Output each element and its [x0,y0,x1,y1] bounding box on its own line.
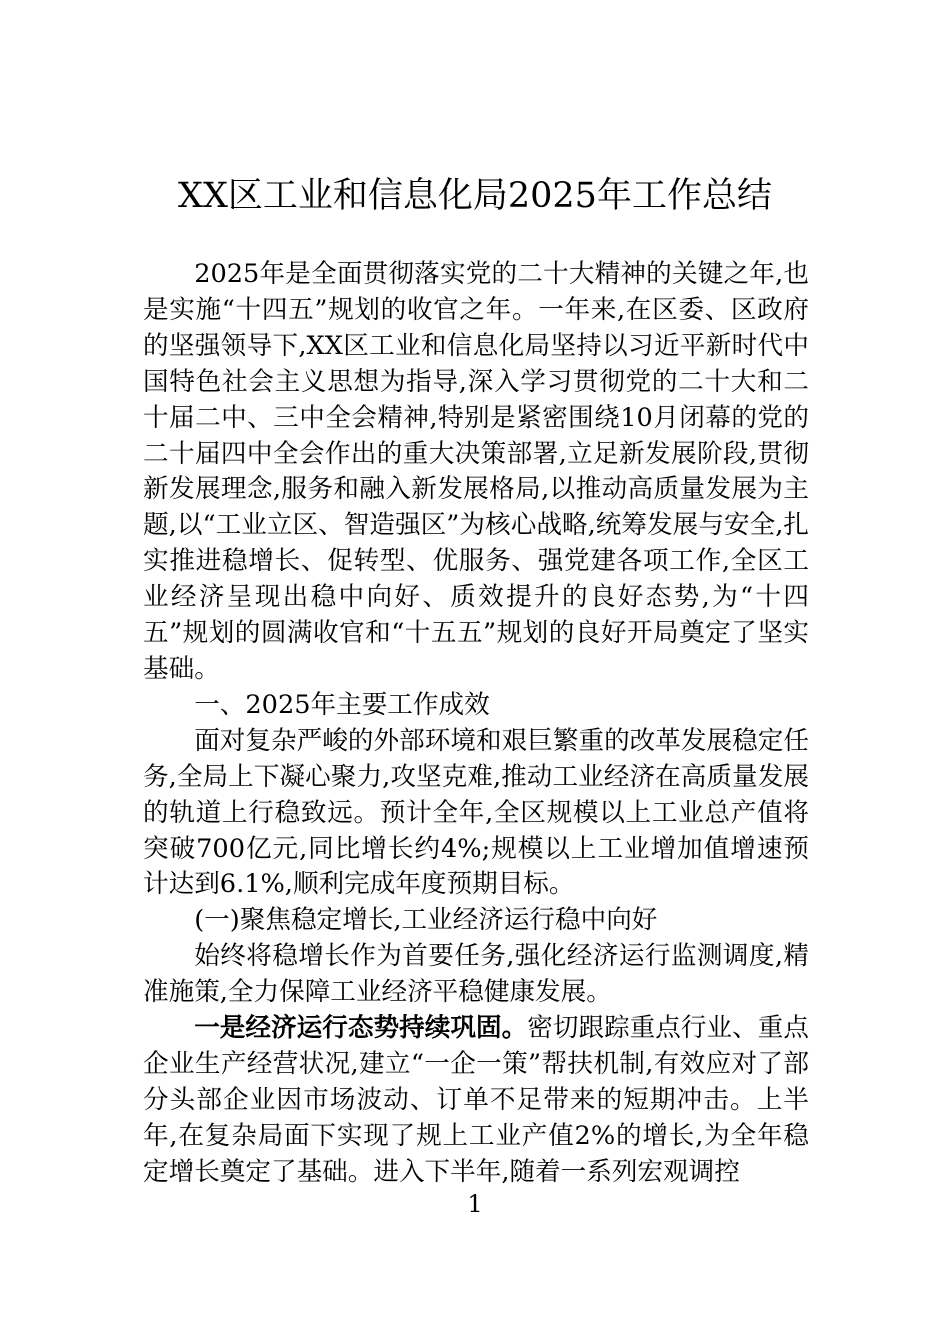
page-number: 1 [467,1190,483,1218]
point-paragraph [143,1011,809,1191]
subsection-heading: (一)聚焦稳定增长,工业经济运行稳中向好 [194,905,658,936]
section-paragraph: 面对复杂严峻的外部环境和艰巨繁重的改革发展稳定任务,全局上下凝心聚力,攻坚克难,推动工业经济在高质量发展的轨道上行稳致远。预计全年,全区规模以上工业总产值将突破700亿元,同比增长约4%;规模以上工业增加值增速预计达到6.1%,顺利完成年度预期目标。 [143,725,809,900]
document-title: XX区工业和信息化局2025年工作总结 [178,176,772,216]
point-lead: 一是经济运行态势持续巩固。 [194,1013,528,1044]
point-text: 密切跟踪重点行业、重点企业生产经营状况,建立“一企一策”帮扶机制,有效应对了部分头部企业因市场波动、订单不足带来的短期冲击。上半年,在复杂局面下实现了规上工业产值2%的增长,为全年稳定增长奠定了基础。进入下半年,随着一系列宏观调控 [143,1013,809,1187]
document-body [143,257,809,1191]
intro-paragraph: 2025年是全面贯彻落实党的二十大精神的关键之年,也是实施“十四五”规划的收官之年。一年来,在区委、区政府的坚强领导下,XX区工业和信息化局坚持以习近平新时代中国特色社会主义思想为指导,深入学习贯彻党的二十大和二十届二中、三中全会精神,特别是紧密围绕10月闭幕的党的二十届四中全会作出的重大决策部署,立足新发展阶段,贯彻新发展理念,服务和融入新发展格局,以推动高质量发展为主题,以“工业立区、智造强区”为核心战略,统筹发展与安全,扎实推进稳增长、促转型、优服务、强党建各项工作,全区工业经济呈现出稳中向好、质效提升的良好态势,为“十四五”规划的圆满收官和“十五五”规划的良好开局奠定了坚实基础。 [143,259,809,684]
section-heading: 一、2025年主要工作成效 [194,689,490,720]
subsection-paragraph: 始终将稳增长作为首要任务,强化经济运行监测调度,精准施策,全力保障工业经济平稳健康发展。 [143,941,809,1008]
